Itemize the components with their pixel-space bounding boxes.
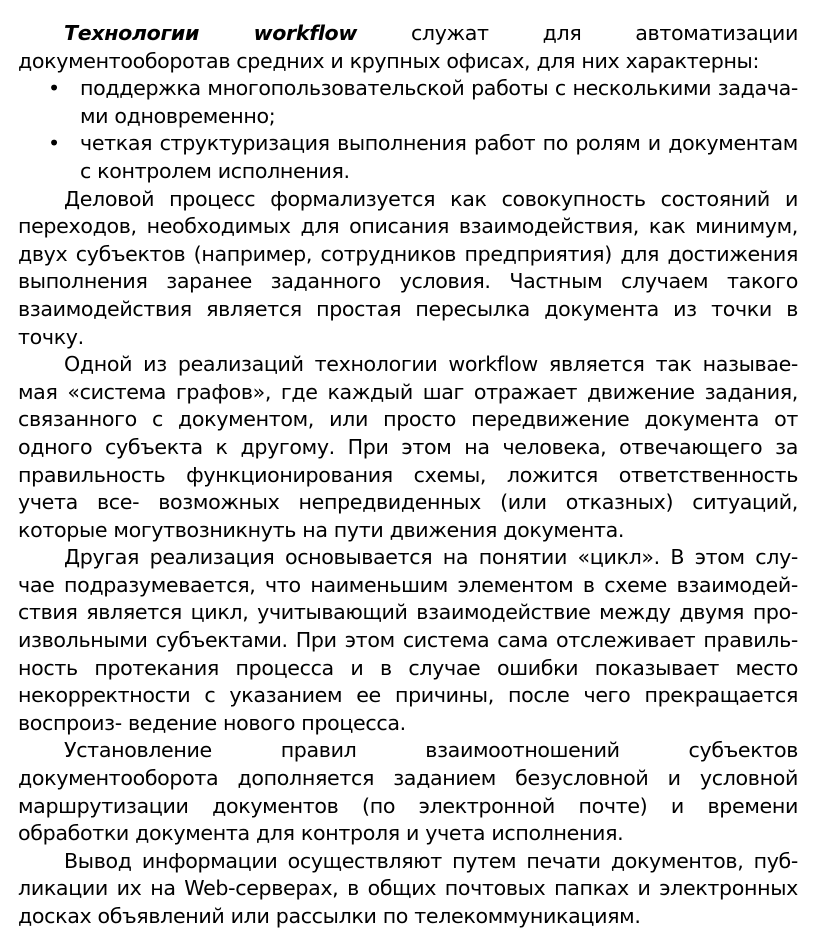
list-item-text: четкая структуризация выполнения работ по ролям и документам с контролем исполнения. xyxy=(80,131,798,183)
intro-title: Технологии workflow xyxy=(64,21,357,45)
bullet-icon: • xyxy=(48,131,60,156)
paragraph-business-process: Деловой процесс формализуется как совокупность состояний и переходов, необходимых для описания взаимодействия, как минимум, двух субъектов (например, сотрудников предприятия) для достижения выполнения заранее заданного условия. Частным случаем такого взаимодействия является простая пересылка документа из точки в точку. xyxy=(18,186,798,349)
paragraph-graph-system: Одной из реализаций технологии workflow является так называе- мая «система графов», где каждый шаг отражает движение задания, связанного с документом, или просто передвижение документа от одного субъекта к другому. При этом на человека, отвечающего за правильность функционирования схемы, ложится ответственность учета все- возможных непредвиденных (или отказных) ситуаций, которые могутвозникнуть на пути движения документа. xyxy=(18,352,798,542)
bullet-icon: • xyxy=(48,76,60,101)
feature-list xyxy=(18,75,798,185)
intro-paragraph xyxy=(18,20,798,75)
paragraph-output: Вывод информации осуществляют путем печати документов, пуб- ликации их на Web-серверах, в общих почтовых папках и электронных досках объявлений или рассылки по телекоммуникациям. xyxy=(18,848,798,928)
list-item xyxy=(18,75,798,130)
paragraph-routing-rules: Установление правил взаимоотношений субъектов документооборота дополняется заданием безусловной и условной маршрутизации документов (по электронной почте) и времени обработки документа для контроля и учета исполнения. xyxy=(18,738,798,846)
list-item xyxy=(18,130,798,185)
intro-text: служат для автоматизации документооборотав средних и крупных офисах, для них характерны: xyxy=(18,21,798,73)
list-item-text: поддержка многопользовательской работы с несколькими задача- ми одновременно; xyxy=(80,76,798,128)
paragraph-cycle-system: Другая реализация основывается на понятии «цикл». В этом слу- чае подразумевается, что наименьшим элементом в схеме взаимодей- ствия является цикл, учитывающий взаимодействие между двумя про- извольными субъектами. При этом система сама отслеживает правиль- ность протекания процесса и в случае ошибки показывает место некорректности с указанием ее причины, после чего прекращается воспроиз- ведение нового процесса. xyxy=(18,545,798,735)
